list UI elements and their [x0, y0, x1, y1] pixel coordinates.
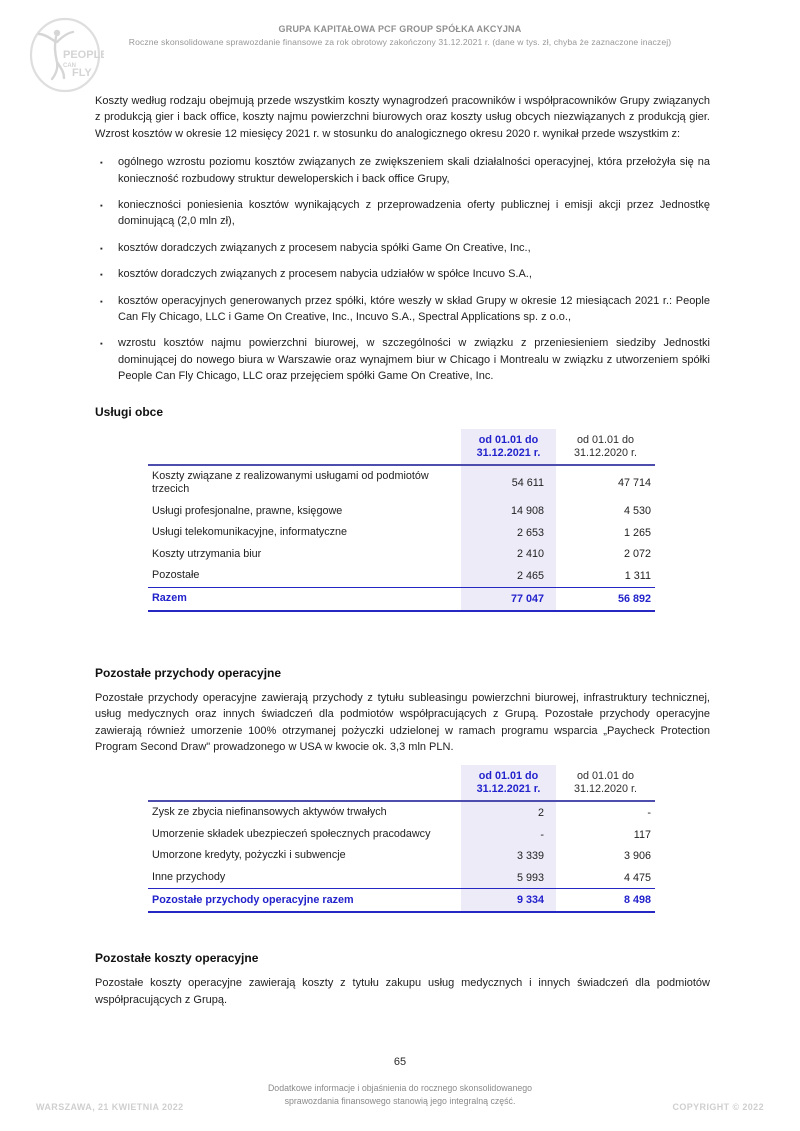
- row-label: Umorzenie składek ubezpieczeń społecznych pracodawcy: [152, 827, 431, 840]
- header-col-2021-line1: od 01.01 do: [478, 770, 539, 783]
- footer-date-location: WARSZAWA, 21 KWIETNIA 2022: [36, 1102, 184, 1112]
- row-value-2021: 5 993: [461, 867, 556, 889]
- company-title: GRUPA KAPITAŁOWA PCF GROUP SPÓŁKA AKCYJNA: [278, 24, 522, 34]
- report-header-text: [100, 24, 700, 47]
- bullet-icon: ▪: [100, 158, 103, 168]
- list-item: [95, 154, 710, 187]
- row-label: Koszty utrzymania biur: [152, 547, 262, 560]
- header-empty-cell: [148, 792, 461, 800]
- row-value-2020: 4 475: [623, 871, 651, 884]
- bullet-text: wzrostu kosztów najmu powierzchni biurowej, w szczególności w związku z przeniesieniem siedziby Jednostki dominującej do nowego biura w Warszawie oraz wynajmem biur w Chicago i Montrealu w związku z utworzeniem spółki People Can Fly Chicago, LLC oraz przejęciem spółki Game On Creative, Inc.: [118, 337, 710, 383]
- list-item: [95, 335, 710, 384]
- row-value-2020: -: [647, 807, 651, 820]
- header-col-2020-line2: 31.12.2020 r.: [573, 446, 638, 459]
- row-label: Inne przychody: [152, 870, 226, 883]
- row-label: Zysk ze zbycia niefinansowych aktywów trwałych: [152, 806, 387, 819]
- row-value-2021: 3 339: [461, 845, 556, 867]
- list-item: [95, 197, 710, 230]
- pozostale-przychody-table: [148, 765, 655, 913]
- bullet-icon: ▪: [100, 201, 103, 211]
- heading-pozostale-koszty: Pozostałe koszty operacyjne: [95, 951, 259, 966]
- row-value-2020: 47 714: [617, 477, 651, 490]
- bullet-text: ogólnego wzrostu poziomu kosztów związanych ze zwiększeniem skali działalności operacyjnej, która przełożyła się na konieczność rozbudowy struktur deweloperskich i back office Grupy,: [118, 156, 710, 185]
- header-col-2021-line2: 31.12.2021 r.: [476, 446, 541, 459]
- intro-paragraph: Koszty według rodzaju obejmują przede wszystkim koszty wynagrodzeń pracowników i współpracowników Grupy związanych z produkcją gier i back office, koszty najmu powierzchni biurowych oraz koszty usług obcych niezwiązanych z produkcją gier. Wzrost kosztów w okresie 12 miesięcy 2021 r. w stosunku do analogicznego okresu 2020 r. wynikał przede wszystkim z:: [95, 95, 710, 140]
- table-total-row: [148, 587, 655, 612]
- table-header-row: [148, 765, 655, 802]
- bullet-text: kosztów operacyjnych generowanych przez spółki, które weszły w skład Grupy w okresie 12 miesiącach 2021 r.: People Can Fly Chicago, LLC i Game On Creative, Inc., Incuvo S.A., Spectral Applications sp. z o.o.,: [118, 294, 710, 324]
- table-row: [148, 501, 655, 523]
- list-item: [95, 293, 710, 326]
- total-label: Razem: [152, 591, 187, 604]
- header-empty-cell: [148, 456, 461, 464]
- total-value-2021: 9 334: [461, 889, 556, 911]
- row-value-2020: 3 906: [623, 850, 651, 863]
- report-subtitle: Roczne skonsolidowane sprawozdanie finansowe za rok obrotowy zakończony 31.12.2021 r. (dane w tys. zł, chyba że zaznaczone inaczej): [128, 37, 672, 47]
- uslugi-obce-table: [148, 429, 655, 612]
- table-row: [148, 867, 655, 889]
- table-row: [148, 824, 655, 846]
- people-can-fly-logo-icon: [26, 16, 104, 94]
- logo-text-can: CAN: [63, 63, 76, 69]
- bullet-icon: ▪: [100, 270, 103, 280]
- row-value-2020: 1 311: [624, 569, 651, 582]
- row-label: Umorzone kredyty, pożyczki i subwencje: [152, 849, 346, 862]
- total-value-2020: 56 892: [617, 592, 651, 605]
- header-col-2020: [556, 765, 655, 800]
- header-col-2021-line1: od 01.01 do: [478, 433, 539, 446]
- table-row: [148, 544, 655, 566]
- list-item: [95, 240, 710, 256]
- footer-copyright: COPYRIGHT © 2022: [672, 1102, 764, 1112]
- row-value-2021: 54 611: [461, 466, 556, 501]
- page-number: 65: [393, 1056, 407, 1068]
- logo-text-people: PEOPLE: [63, 49, 104, 61]
- pcf-logo: [26, 16, 104, 99]
- table-header-row: [148, 429, 655, 466]
- row-label: Koszty związane z realizowanymi usługami od podmiotów trzecich: [152, 469, 429, 496]
- row-value-2020: 1 265: [623, 526, 651, 539]
- row-value-2020: 117: [633, 828, 651, 841]
- footer-note-line2: sprawozdania finansowego stanowią jego integralną część.: [284, 1095, 516, 1106]
- row-value-2021: 2: [461, 802, 556, 824]
- row-value-2021: 14 908: [461, 501, 556, 523]
- document-body: [95, 93, 710, 1014]
- footer-note-line1: Dodatkowe informacje i objaśnienia do rocznego skonsolidowanego: [267, 1083, 533, 1093]
- header-col-2021-line2: 31.12.2021 r.: [476, 783, 541, 796]
- pozostale-koszty-paragraph: Pozostałe koszty operacyjne zawierają koszty z tytułu zakupu usług medycznych i innych świadczeń dla podmiotów współpracujących z Grupą.: [95, 977, 710, 1006]
- row-value-2020: 2 072: [623, 548, 651, 561]
- header-col-2020-line1: od 01.01 do: [576, 433, 635, 446]
- total-value-2020: 8 498: [623, 894, 651, 907]
- list-item: [95, 266, 710, 282]
- table-row: [148, 565, 655, 587]
- row-value-2021: -: [461, 824, 556, 846]
- header-col-2021: [461, 765, 556, 800]
- row-label: Pozostałe: [152, 569, 200, 582]
- cost-increase-bullet-list: [95, 154, 710, 384]
- table-row: [148, 802, 655, 824]
- heading-uslugi-obce: Usługi obce: [95, 404, 164, 419]
- table-total-row: [148, 888, 655, 913]
- table-row: [148, 522, 655, 544]
- bullet-text: konieczności poniesienia kosztów wynikających z przeprowadzenia oferty publicznej i emisji akcji przez Jednostkę dominującą (2,0 mln zł),: [118, 199, 710, 228]
- row-value-2020: 4 530: [623, 505, 651, 518]
- total-value-2021: 77 047: [461, 588, 556, 610]
- row-label: Usługi telekomunikacyjne, informatyczne: [152, 526, 348, 539]
- pozostale-przychody-paragraph: Pozostałe przychody operacyjne zawierają przychody z tytułu subleasingu powierzchni biurowej, infrastruktury technicznej, usług medycznych oraz innych świadczeń dla podmiotów współpracujących z Grupą. Pozostałe przychody operacyjne zawierają również umorzenie 100% otrzymanej pożyczki udzielonej w ramach programu wsparcia „Paycheck Protection Program Second Draw" prowadzonego w USA w kwocie ok. 3,3 mln PLN.: [95, 691, 710, 753]
- row-value-2021: 2 653: [461, 522, 556, 544]
- row-label: Usługi profesjonalne, prawne, księgowe: [152, 504, 343, 517]
- bullet-icon: ▪: [100, 296, 103, 306]
- heading-pozostale-przychody: Pozostałe przychody operacyjne: [95, 665, 282, 680]
- row-value-2021: 2 410: [461, 544, 556, 566]
- total-label: Pozostałe przychody operacyjne razem: [152, 893, 354, 906]
- logo-text-fly: FLY: [72, 67, 92, 79]
- bullet-text: kosztów doradczych związanych z procesem nabycia spółki Game On Creative, Inc.,: [118, 241, 531, 254]
- header-col-2020: [556, 429, 655, 464]
- header-col-2021: [461, 429, 556, 464]
- bullet-icon: ▪: [100, 339, 103, 349]
- table-row: [148, 845, 655, 867]
- table-row: [148, 466, 655, 501]
- header-col-2020-line2: 31.12.2020 r.: [573, 783, 638, 796]
- bullet-text: kosztów doradczych związanych z procesem nabycia udziałów w spółce Incuvo S.A.,: [118, 268, 532, 281]
- header-col-2020-line1: od 01.01 do: [576, 770, 635, 783]
- row-value-2021: 2 465: [461, 565, 556, 587]
- bullet-icon: ▪: [100, 243, 103, 253]
- page-header: [0, 0, 800, 90]
